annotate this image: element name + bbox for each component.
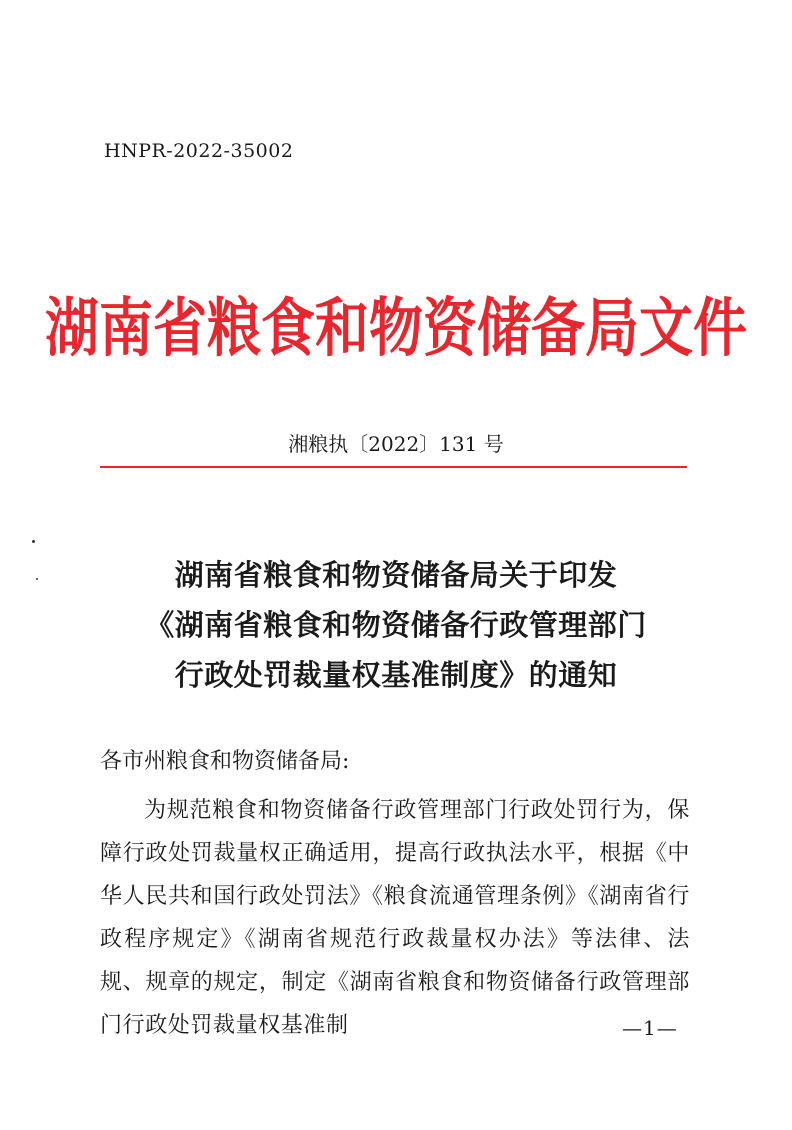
document-code: HNPR-2022-35002 xyxy=(104,140,294,162)
document-title xyxy=(0,550,792,700)
title-line-1: 湖南省粮食和物资储备局关于印发 xyxy=(174,558,618,592)
page-number: —1— xyxy=(622,1016,678,1040)
body-paragraph: 为规范粮食和物资储备行政管理部门行政处罚行为，保障行政处罚裁量权正确适用，提高行政执法水平，根据《中华人民共和国行政处罚法》《粮食流通管理条例》《湖南省行政程序规定》《湖南省规范行政裁量权办法》等法律、法规、规章的规定，制定《湖南省粮食和物资储备行政管理部门行政处罚裁量权基准制 xyxy=(100,798,690,1038)
document-number: 湘粮执〔2022〕131 号 xyxy=(288,432,504,456)
organization-header: 湖南省粮食和物资储备局文件 xyxy=(45,289,747,366)
scan-speck xyxy=(32,540,35,543)
addressee: 各市州粮食和物资储备局: xyxy=(100,749,350,774)
title-line-2: 《湖南省粮食和物资储备行政管理部门 xyxy=(145,608,647,642)
title-line-3: 行政处罚裁量权基准制度》的通知 xyxy=(174,658,618,692)
header-divider xyxy=(100,466,687,468)
